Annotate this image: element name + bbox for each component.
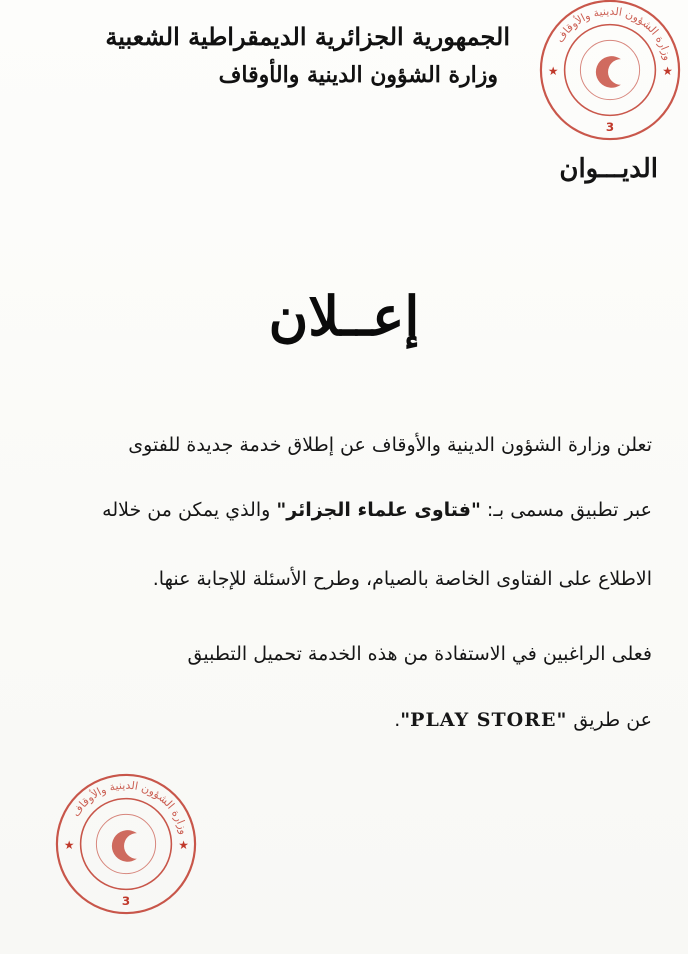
- body-line-5-suffix: .: [394, 709, 401, 731]
- stamp-star-right: ★: [662, 63, 673, 78]
- crescent-icon: [112, 830, 137, 862]
- stamp-ring-text: وزارة الشؤون الدينية والأوقاف: [69, 778, 191, 836]
- body-line-5: [32, 707, 652, 733]
- ministry-heading: وزارة الشؤون الدينية والأوقاف: [218, 62, 498, 88]
- stamp-number: 3: [605, 120, 615, 135]
- body-line-2: [32, 497, 652, 523]
- office-heading: الديـــوان: [559, 154, 658, 184]
- stamp-star-left: ★: [547, 63, 559, 78]
- body-line-2-prefix: عبر تطبيق مسمى بـ:: [480, 499, 652, 521]
- stamp-number: 3: [121, 894, 131, 909]
- announcement-title: إعــلان: [268, 284, 420, 348]
- crescent-icon: [596, 56, 621, 88]
- body-line-4: فعلى الراغبين في الاستفادة من هذه الخدمة تحميل التطبيق: [187, 643, 652, 665]
- store-name: "PLAY STORE": [400, 709, 568, 731]
- body-line-3: الاطلاع على الفتاوى الخاصة بالصيام، وطرح الأسئلة للإجابة عنها.: [152, 568, 652, 590]
- official-stamp-bottom: [52, 770, 200, 918]
- stamp-ring-text: وزارة الشؤون الدينية والأوقاف: [553, 4, 675, 62]
- stamp-star-right: ★: [178, 837, 189, 852]
- body-line-1: تعلن وزارة الشؤون الدينية والأوقاف عن إطلاق خدمة جديدة للفتوى: [128, 434, 652, 456]
- republic-heading: الجمهورية الجزائرية الديمقراطية الشعبية: [105, 22, 510, 51]
- stamp-star-left: ★: [63, 837, 75, 852]
- official-stamp-top: [536, 0, 684, 144]
- body-line-2-suffix: والذي يمكن من خلاله: [102, 499, 277, 521]
- app-name: "فتاوى علماء الجزائر": [276, 499, 481, 521]
- body-line-5-prefix: عن طريق: [567, 709, 652, 731]
